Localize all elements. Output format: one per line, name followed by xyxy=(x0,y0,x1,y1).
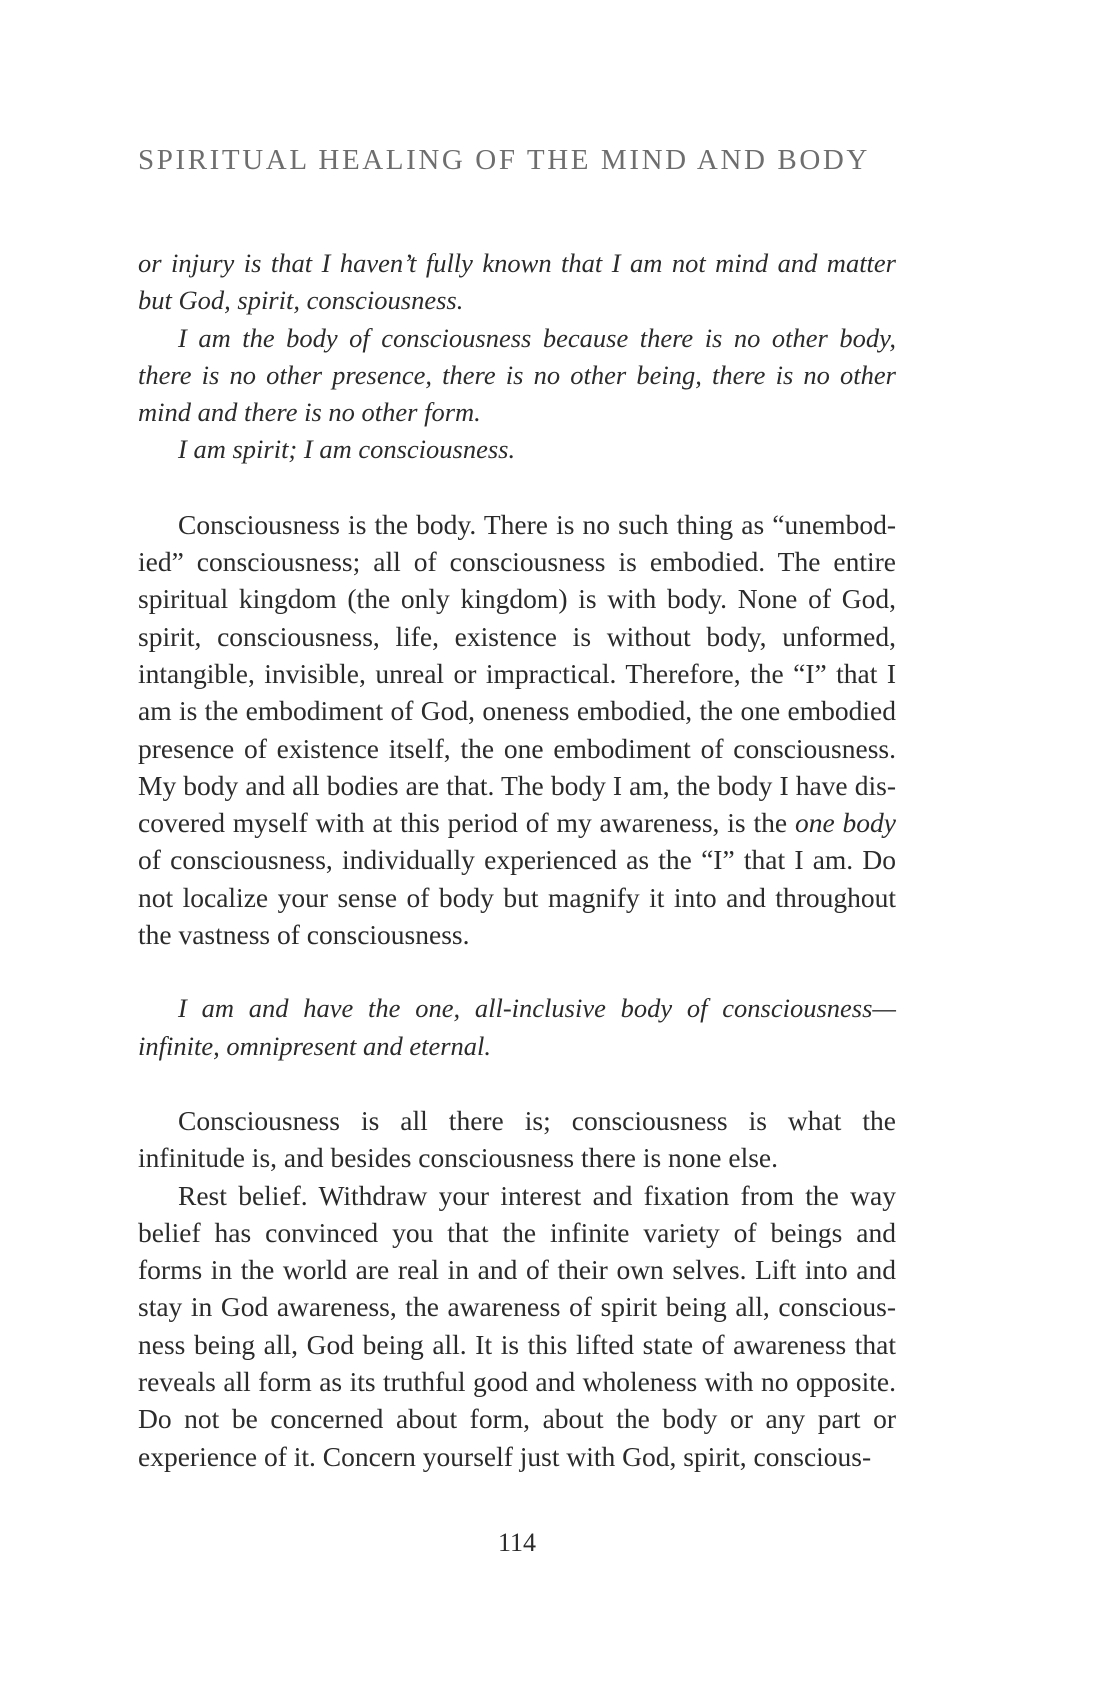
paragraph-italic-all-inclusive-body: I am and have the one, all-inclusive body of consciousness—infinite, omnipresent and eternal. xyxy=(138,993,896,1061)
body-text xyxy=(138,245,896,1475)
paragraph-italic-body-of-consciousness: I am the body of consciousness because there is no other body, there is no other presence, there is no other being, there is no other mind and there is no other form. xyxy=(138,322,896,428)
paragraph-consciousness-is-all: Consciousness is all there is; consciousness is what the infinitude is, and besides consciousness there is none else. xyxy=(138,1104,896,1174)
running-head: SPIRITUAL HEALING OF THE MIND AND BODY xyxy=(138,144,870,176)
paragraph-italic-continuation: or injury is that I haven’t fully known that I am not mind and matter but God, spirit, consciousness. xyxy=(138,248,896,316)
paragraph-consciousness-is-the-body xyxy=(138,506,896,954)
paragraph-text-after-emphasis: of consciousness, individually experienced as the “I” that I am. Do not localize your sense of body but magnify it into and throughout the vastness of consciousness. xyxy=(138,844,896,951)
paragraph-rest-belief: Rest belief. Withdraw your interest and fixation from the way belief has convinced you that the infinite variety of beings and forms in the world are real in and of their own selves. Lift into and stay in God awareness, the awareness of spirit being all, consciousness being all, God being all. It is this lifted state of awareness that reveals all form as its truthful good and wholeness with no opposite. Do not be concerned about form, about the body or any part or experience of it. Concern yourself just with God, spirit, conscious- xyxy=(138,1179,896,1472)
paragraph-text-before-emphasis: Consciousness is the body. There is no such thing as “unembodied” consciousness; all of consciousness is embodied. The entire spiritual kingdom (the only kingdom) is with body. None of God, spirit, consciousness, life, existence is without body, unformed, intangible, invisible, unreal or impractical. Therefore, the “I” that I am is the embodiment of God, oneness embodied, the one embodied presence of existence itself, the one embodiment of consciousness. My body and all bodies are that. The body I am, the body I have discovered myself with at this period of my awareness, is the xyxy=(138,508,896,839)
page-number: 114 xyxy=(497,1528,537,1557)
book-page xyxy=(138,0,896,1700)
emphasis-one-body: one body xyxy=(794,807,896,839)
paragraph-italic-i-am-spirit: I am spirit; I am consciousness. xyxy=(178,434,516,465)
